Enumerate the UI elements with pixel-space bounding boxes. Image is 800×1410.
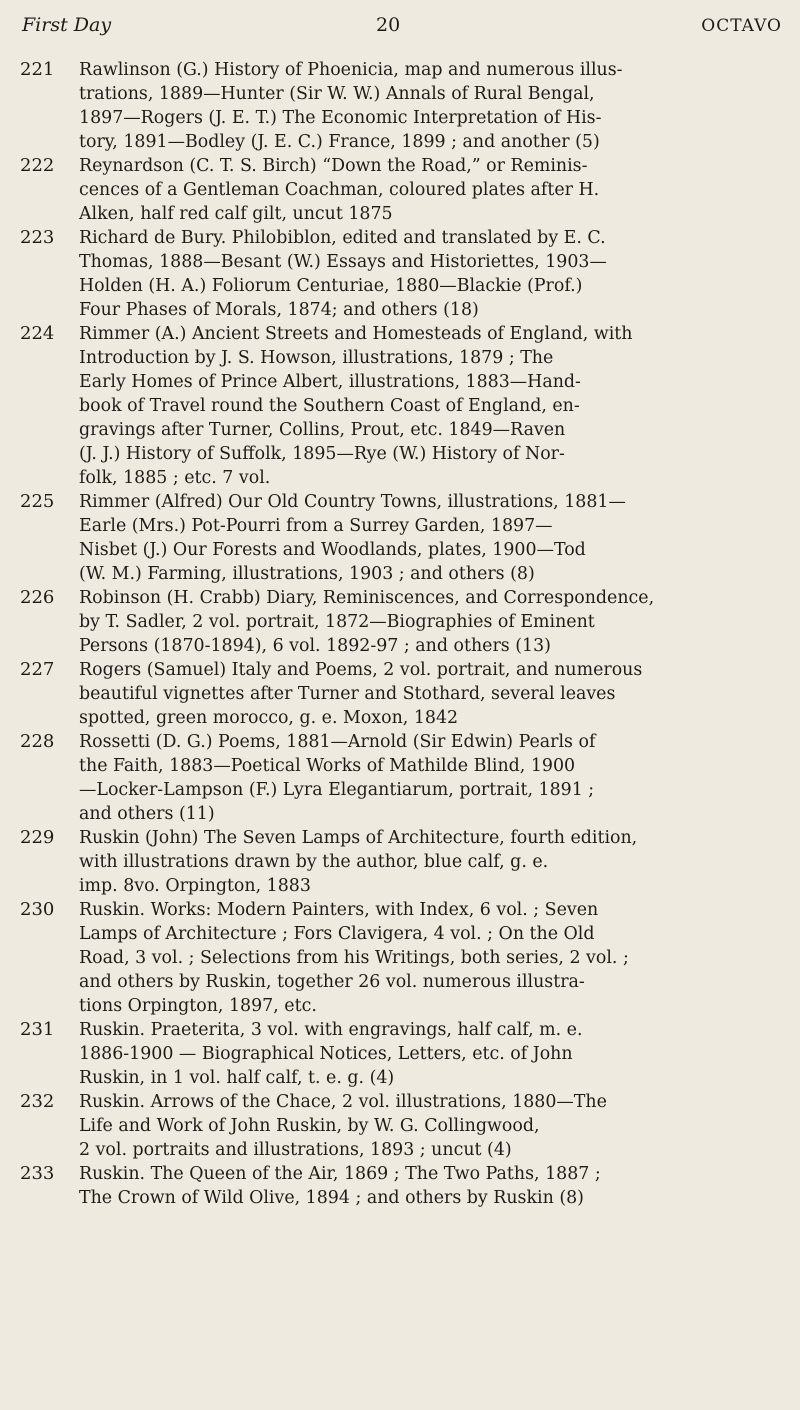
lot-description: [79, 1090, 778, 1162]
lot-description-line: Reynardson (C. T. S. Birch) “Down the Road,” or Reminis-: [79, 156, 588, 176]
lot-description: [79, 1018, 778, 1090]
lot-description-line: Ruskin, in 1 vol. half calf, t. e. g. (4): [79, 1068, 395, 1088]
lot-description-line: 1886-1900 — Biographical Notices, Letters, etc. of John: [79, 1044, 573, 1064]
lot-description-line: Robinson (H. Crabb) Diary, Reminiscences, and Correspondence,: [79, 588, 655, 608]
lot-entry: [0, 826, 800, 898]
lot-description-line: imp. 8vo. Orpington, 1883: [79, 876, 311, 896]
lot-entry: [0, 1162, 800, 1210]
lot-number: 224: [20, 323, 55, 344]
lot-number: 226: [20, 587, 55, 608]
header-day: First Day: [22, 14, 112, 36]
lot-description-line: beautiful vignettes after Turner and Stothard, several leaves: [79, 684, 616, 704]
lot-description-line: Road, 3 vol. ; Selections from his Writings, both series, 2 vol. ;: [79, 948, 629, 968]
lot-description-line: Lamps of Architecture ; Fors Clavigera, 4 vol. ; On the Old: [79, 924, 595, 944]
lot-description-line: Earle (Mrs.) Pot-Pourri from a Surrey Garden, 1897—: [79, 516, 553, 536]
lot-number: 232: [20, 1091, 55, 1112]
lot-description: [79, 322, 778, 490]
lot-entry: [0, 322, 800, 490]
lot-description-line: The Crown of Wild Olive, 1894 ; and others by Ruskin (8): [79, 1188, 584, 1208]
lot-description: [79, 226, 778, 322]
lot-description-line: with illustrations drawn by the author, blue calf, g. e.: [79, 852, 549, 872]
lot-description-line: Ruskin. Praeterita, 3 vol. with engravings, half calf, m. e.: [79, 1020, 583, 1040]
lot-description-line: 2 vol. portraits and illustrations, 1893 ; uncut (4): [79, 1140, 512, 1160]
lot-description-line: (W. M.) Farming, illustrations, 1903 ; and others (8): [79, 564, 535, 584]
lot-entry: [0, 490, 800, 586]
lot-description-line: Rimmer (A.) Ancient Streets and Homesteads of England, with: [79, 324, 633, 344]
lot-description-line: Persons (1870-1894), 6 vol. 1892-97 ; and others (13): [79, 636, 551, 656]
lot-description-line: book of Travel round the Southern Coast of England, en-: [79, 396, 580, 416]
page-number: 20: [376, 14, 401, 36]
lot-description-line: trations, 1889—Hunter (Sir W. W.) Annals of Rural Bengal,: [79, 84, 595, 104]
lot-entry: [0, 1090, 800, 1162]
lot-description-line: Ruskin. Works: Modern Painters, with Index, 6 vol. ; Seven: [79, 900, 599, 920]
lot-description-line: gravings after Turner, Collins, Prout, etc. 1849—Raven: [79, 420, 566, 440]
lot-number: 225: [20, 491, 55, 512]
lot-entry: [0, 1018, 800, 1090]
lot-description: [79, 898, 778, 1018]
lot-entry: [0, 226, 800, 322]
lot-entry: [0, 730, 800, 826]
lot-number: 227: [20, 659, 55, 680]
lot-description-line: the Faith, 1883—Poetical Works of Mathilde Blind, 1900: [79, 756, 576, 776]
lot-entry: [0, 898, 800, 1018]
lot-description-line: Ruskin. The Queen of the Air, 1869 ; The Two Paths, 1887 ;: [79, 1164, 601, 1184]
lot-description-line: Thomas, 1888—Besant (W.) Essays and Historiettes, 1903—: [79, 252, 607, 272]
lot-description-line: spotted, green morocco, g. e. Moxon, 1842: [79, 708, 459, 728]
lot-description: [79, 1162, 778, 1210]
lot-description-line: Introduction by J. S. Howson, illustrations, 1879 ; The: [79, 348, 554, 368]
lot-description-line: Rogers (Samuel) Italy and Poems, 2 vol. portrait, and numerous: [79, 660, 643, 680]
lot-description-line: Richard de Bury. Philobiblon, edited and translated by E. C.: [79, 228, 606, 248]
lot-description-line: (J. J.) History of Suffolk, 1895—Rye (W.) History of Nor-: [79, 444, 565, 464]
header-section: OCTAVO: [701, 16, 782, 36]
lot-entry: [0, 154, 800, 226]
lot-number: 223: [20, 227, 55, 248]
lot-description-line: and others by Ruskin, together 26 vol. numerous illustra-: [79, 972, 585, 992]
lot-description-line: folk, 1885 ; etc. 7 vol.: [79, 468, 271, 488]
lot-description-line: Early Homes of Prince Albert, illustrations, 1883—Hand-: [79, 372, 581, 392]
lot-description: [79, 490, 778, 586]
lot-description-line: Holden (H. A.) Foliorum Centuriae, 1880—Blackie (Prof.): [79, 276, 583, 296]
lot-description-line: cences of a Gentleman Coachman, coloured plates after H.: [79, 180, 600, 200]
lot-description-line: —Locker-Lampson (F.) Lyra Elegantiarum, portrait, 1891 ;: [79, 780, 595, 800]
lot-entry: [0, 586, 800, 658]
lot-number: 231: [20, 1019, 55, 1040]
lot-number: 222: [20, 155, 55, 176]
lot-description-line: Four Phases of Morals, 1874; and others (18): [79, 300, 479, 320]
lot-description-line: Ruskin (John) The Seven Lamps of Architecture, fourth edition,: [79, 828, 638, 848]
lot-entry: [0, 58, 800, 154]
lot-number: 228: [20, 731, 55, 752]
lot-description-line: Rimmer (Alfred) Our Old Country Towns, illustrations, 1881—: [79, 492, 626, 512]
lot-description-line: 1897—Rogers (J. E. T.) The Economic Interpretation of His-: [79, 108, 602, 128]
lot-description-line: Life and Work of John Ruskin, by W. G. Collingwood,: [79, 1116, 540, 1136]
lot-description-line: Ruskin. Arrows of the Chace, 2 vol. illustrations, 1880—The: [79, 1092, 607, 1112]
lot-number: 230: [20, 899, 55, 920]
lot-description-line: by T. Sadler, 2 vol. portrait, 1872—Biographies of Eminent: [79, 612, 595, 632]
lot-description: [79, 730, 778, 826]
lot-description-line: tory, 1891—Bodley (J. E. C.) France, 1899 ; and another (5): [79, 132, 600, 152]
lot-number: 229: [20, 827, 55, 848]
page-header: [22, 14, 782, 48]
lot-description-line: Rawlinson (G.) History of Phoenicia, map and numerous illus-: [79, 60, 623, 80]
lot-description-line: Alken, half red calf gilt, uncut 1875: [79, 204, 393, 224]
lot-description-line: tions Orpington, 1897, etc.: [79, 996, 317, 1016]
lot-number: 221: [20, 59, 55, 80]
lot-description: [79, 658, 778, 730]
lot-description-line: Nisbet (J.) Our Forests and Woodlands, plates, 1900—Tod: [79, 540, 586, 560]
lot-description: [79, 586, 778, 658]
lot-description-line: Rossetti (D. G.) Poems, 1881—Arnold (Sir Edwin) Pearls of: [79, 732, 596, 752]
lot-description-line: and others (11): [79, 804, 215, 824]
lot-description: [79, 58, 778, 154]
lot-entry: [0, 658, 800, 730]
lot-description: [79, 826, 778, 898]
lot-description: [79, 154, 778, 226]
lot-number: 233: [20, 1163, 55, 1184]
lot-list: [0, 58, 800, 1210]
